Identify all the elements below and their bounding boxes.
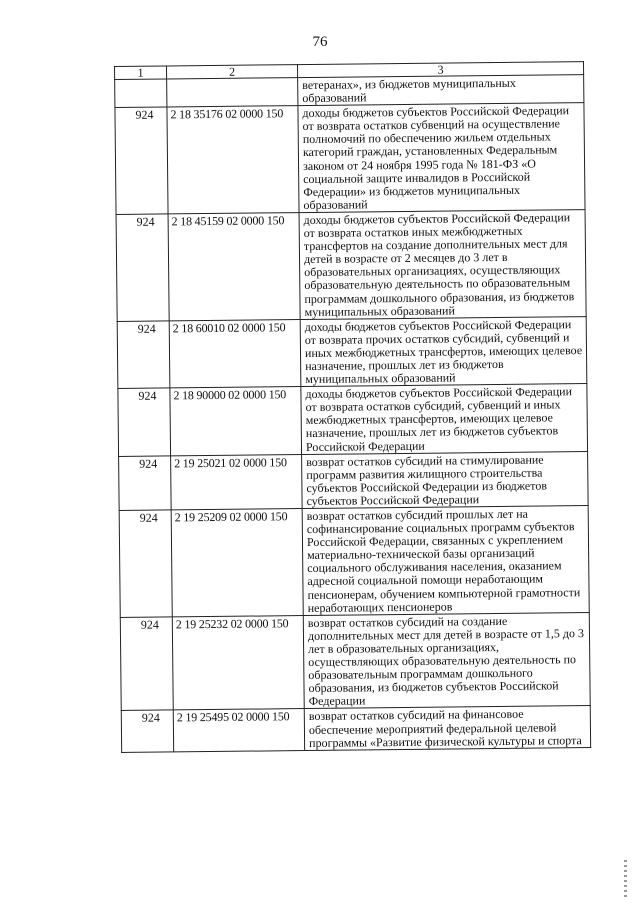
column-header-2: 2 — [167, 65, 298, 79]
table-row — [119, 506, 589, 618]
table-row — [120, 612, 590, 711]
admin-code-cell: 924 — [121, 710, 173, 752]
table-row — [118, 384, 588, 456]
description-cell: возврат остатков субсидий на создание дополнительных мест для детей в возрасте от 1,5 до 3 лет в образовательных организациях, осуществляющих образовательную деятельность по образовательным программам дошкольного образования, из бюджетов субъектов Российской Федерации — [303, 612, 590, 709]
admin-code-cell: 924 — [119, 510, 172, 617]
description-cell: доходы бюджетов субъектов Российской Федерации от возврата остатков субсидий, субвенций и иных межбюджетных трансфертов, имеющих целевое назначение, прошлых лет из бюджетов субъектов Российской Федерации — [301, 384, 588, 454]
admin-code-cell — [115, 79, 167, 108]
admin-code-cell: 924 — [120, 617, 173, 711]
admin-code-cell: 924 — [115, 107, 168, 214]
budget-code-cell: 2 19 25232 02 0000 150 — [172, 615, 304, 710]
budget-code-cell: 2 18 60010 02 0000 150 — [169, 319, 301, 388]
budget-code-cell: 2 18 45159 02 0000 150 — [168, 213, 300, 321]
admin-code-cell: 924 — [116, 214, 169, 321]
admin-code-cell: 924 — [119, 456, 172, 511]
table-row — [121, 706, 590, 752]
description-cell: доходы бюджетов субъектов Российской Федерации от возврата остатков субвенций на осуществление полномочий по обеспечению жильем отдельных категорий граждан, установленных Федеральным законом от 24 ноября 1995 года № 181-ФЗ «О социальной защите инвалидов в Российской Федерации» из бюджетов муниципальных образований — [298, 103, 585, 213]
budget-code-cell: 2 18 90000 02 0000 150 — [170, 387, 302, 456]
description-cell: возврат остатков субсидий на стимулирование программ развития жилищного строительства субъектов Российской Федерации из бюджетов субъектов Российской Федерации — [302, 451, 589, 508]
table-body — [115, 75, 591, 753]
budget-code-cell: 2 18 35176 02 0000 150 — [167, 106, 299, 214]
column-header-1: 1 — [115, 66, 167, 80]
page-number: 76 — [312, 34, 328, 50]
budget-code-cell: 2 19 25021 02 0000 150 — [171, 454, 303, 510]
budget-code-cell: 2 19 25209 02 0000 150 — [171, 509, 303, 617]
budget-code-cell — [167, 78, 298, 108]
description-cell: ветеранах», из бюджетов муниципальных образований — [298, 75, 584, 106]
description-cell: доходы бюджетов субъектов Российской Федерации от возврата прочих остатков субсидий, субвенций и иных межбюджетных трансфертов, имеющих целевое назначение, прошлых лет из бюджетов муниципальных образований — [300, 316, 587, 386]
table-row — [117, 316, 587, 388]
admin-code-cell: 924 — [118, 388, 171, 456]
table-row — [119, 451, 589, 510]
scan-edge-mark — [624, 860, 627, 900]
table-row — [116, 210, 586, 322]
budget-code-cell: 2 19 25495 02 0000 150 — [173, 709, 304, 752]
admin-code-cell: 924 — [117, 321, 170, 389]
description-cell: доходы бюджетов субъектов Российской Федерации от возврата остатков иных межбюджетных трансфертов на создание дополнительных мест для детей в возрасте от 2 месяцев до 3 лет в образовательных организациях, осуществляющих образовательную деятельность по образовательным программам дошкольного образования, из бюджетов муниципальных образований — [299, 210, 586, 320]
description-cell: возврат остатков субсидий на финансовое обеспечение мероприятий федеральной целевой программы «Развитие физической культуры и спорта — [304, 706, 590, 750]
table-row — [115, 103, 585, 215]
revenue-codes-table — [114, 61, 591, 753]
description-cell: возврат остатков субсидий прошлых лет на софинансирование социальных программ субъектов Российской Федерации, связанных с укреплением материально-технической базы организаций социального обслуживания населения, оказанием адресной социальной помощи неработающим пенсионерам, обучением компьютерной грамотности неработающих пенсионеров — [302, 506, 589, 616]
column-header-3: 3 — [297, 62, 583, 78]
